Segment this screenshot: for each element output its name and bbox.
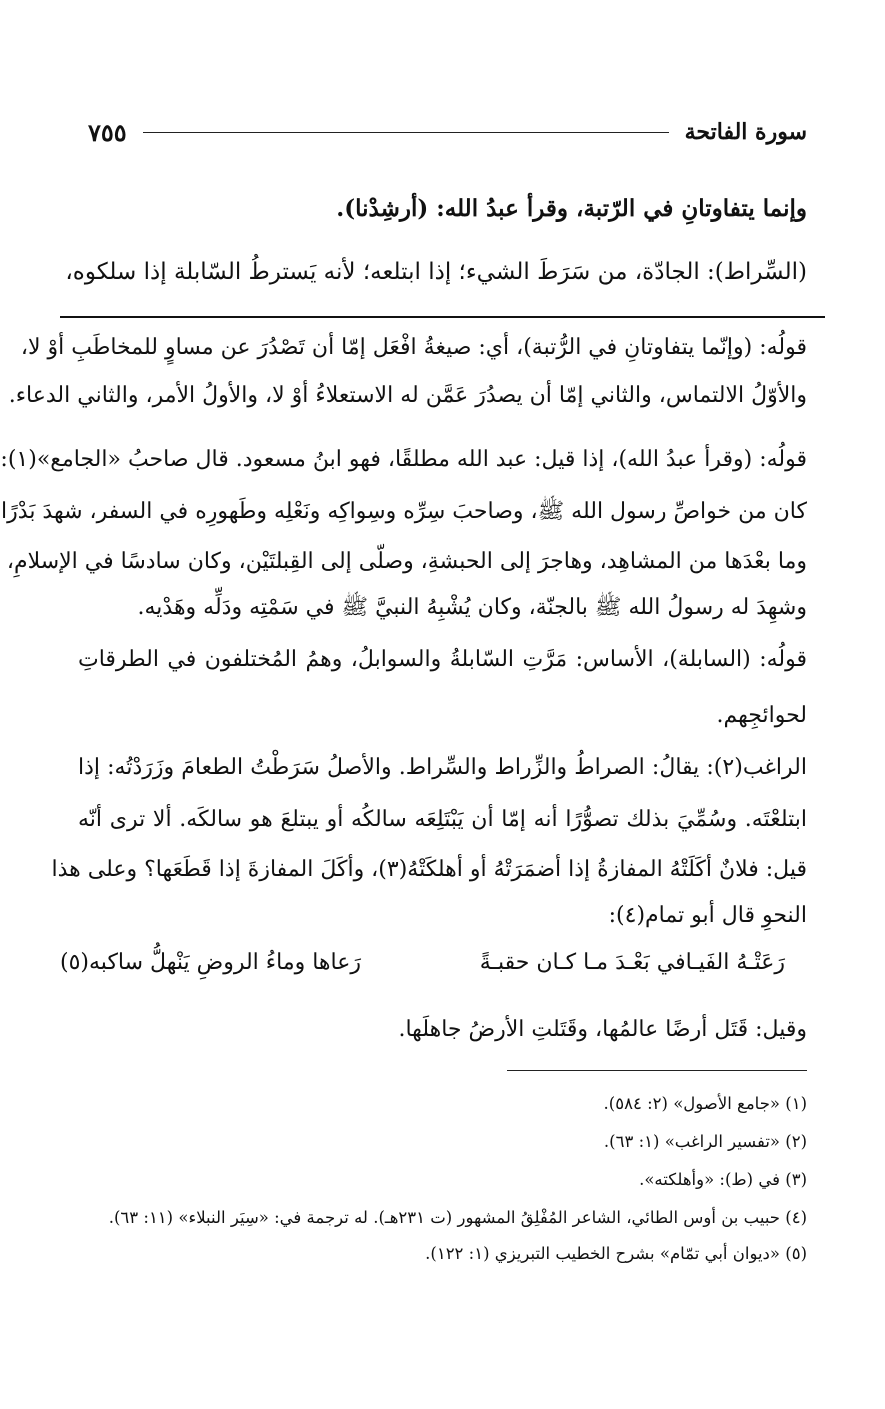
footnote: (٣) في (ط): «وأهلكته».: [639, 1170, 807, 1189]
footnote: (١) «جامع الأصول» (٢: ٥٨٤).: [603, 1094, 807, 1113]
footnote: (٢) «تفسير الراغب» (١: ٦٣).: [603, 1132, 807, 1151]
header-rule: [143, 132, 669, 133]
after-verse-line: وقيل: قَتَل أرضًا عالمُها، وقَتَلتِ الأرضُ جاهلَها.: [398, 1017, 807, 1042]
commentary-line: لحوائجِهم.: [716, 703, 807, 728]
page-header: [88, 112, 807, 152]
main-text-line-1: وإنما يتفاوتانِ في الرّتبة، وقرأ عبدُ الله: (أرشِدْنا).: [336, 195, 807, 222]
commentary-line: قيل: فلانٌ أكَلَتْهُ المفازةُ إذا أضمَرَتْهُ أو أهلكَتْهُ(٣)، وأكَلَ المفازةَ إذا قَطَعَها؟ وعلى هذا: [51, 857, 807, 882]
commentary-line: كان من خواصِّ رسول الله ﷺ، وصاحبَ سِرِّه وسِواكِه ونَعْلِه وطَهورِه في السفر، شهدَ بَدْرًا: [1, 499, 807, 524]
main-commentary-divider: [60, 316, 825, 318]
commentary-line: قولُه: (وقرأ عبدُ الله)، إذا قيل: عبد الله مطلقًا، فهو ابنُ مسعود. قال صاحبُ «الجامع»(١):: [0, 447, 807, 472]
commentary-line: النحوِ قال أبو تمام(٤):: [608, 903, 807, 928]
commentary-line: والأوّلُ الالتماس، والثاني إمّا أن يصدُرَ عَمَّن له الاستعلاءُ أوْ لا، والأولُ الأمر، والثاني الدعاء.: [8, 383, 807, 408]
footnote: (٥) «ديوان أبي تمّام» بشرح الخطيب التبريزي (١: ١٢٢).: [425, 1244, 807, 1263]
page-number: ٧٥٥: [88, 117, 127, 147]
footnote: (٤) حبيب بن أوس الطائي، الشاعر المُفْلِقُ المشهور (ت ٢٣١هـ). له ترجمة في: «سِيَر النبلاء» (١١: ٦٣).: [108, 1208, 807, 1227]
main-text-line-2: (السِّراط): الجادّة، من سَرَطَ الشيء؛ إذا ابتلعه؛ لأنه يَسترطُ السّابلة إذا سلكوه،: [65, 259, 807, 285]
poetry-verse: [60, 950, 785, 975]
footnote-rule: [507, 1070, 807, 1071]
sura-title: سورة الفاتحة: [684, 119, 807, 145]
commentary-line: قولُه: (السابلة)، الأساس: مَرَّتِ السّابلةُ والسوابلُ، وهمُ المُختلفون في الطرقاتِ: [78, 647, 807, 672]
verse-first-hemistich: رَعَتْـهُ الفَيـافي بَعْـدَ مـا كـان حقبـةً: [479, 950, 785, 975]
commentary-line: وما بعْدَها من المشاهِد، وهاجرَ إلى الحبشةِ، وصلّى إلى القِبلتَيْن، وكان سادسًا في الإسلامِ،: [6, 549, 807, 574]
commentary-line: وشهِدَ له رسولُ الله ﷺ بالجنّة، وكان يُشْبِهُ النبيَّ ﷺ في سَمْتِه ودَلِّه وهَدْيه.: [137, 595, 807, 620]
commentary-line: قولُه: (وإنّما يتفاوتانِ في الرُّتبة)، أي: صيغةُ افْعَل إمّا أن تَصْدُرَ عن مساوٍ للمخاطَبِ أوْ لا،: [20, 335, 807, 360]
commentary-line: الراغب(٢): يقالُ: الصراطُ والزِّراط والسِّراط. والأصلُ سَرَطْتُ الطعامَ وزَرَدْتُه: إذا: [78, 755, 807, 780]
commentary-line: ابتلعْتَه. وسُمِّيَ بذلك تصوُّرًا أنه إمّا أن يَبْتَلِعَه سالكُه أو يبتلعَ هو سالكَه. ألا ترى أنّه: [78, 807, 807, 832]
verse-second-hemistich: رَعاها وماءُ الروضِ يَنْهلُّ ساكبه(٥): [60, 950, 361, 975]
